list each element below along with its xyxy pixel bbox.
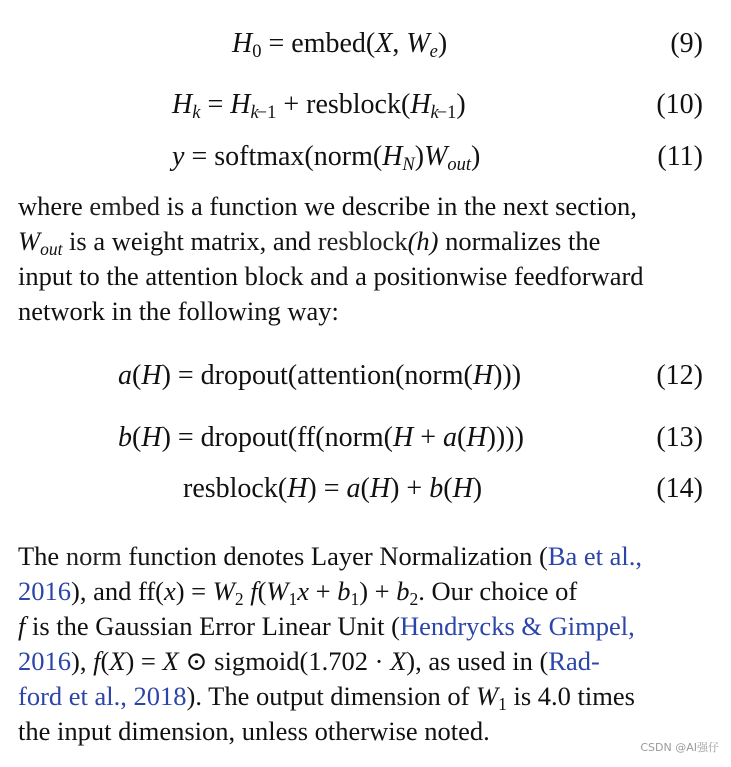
equation-number: (11): [657, 141, 703, 172]
citation-link-ba[interactable]: Ba et al.,: [547, 541, 643, 571]
equation-14-expression: resblock(H) = a(H) + b(H): [183, 473, 483, 504]
equation-10-expression: $H_k = H_{k-1}$ + $resblock(H_{k-1})$: [172, 89, 466, 123]
equation-9: [0, 24, 731, 64]
citation-link-radford[interactable]: Rad-: [548, 646, 600, 676]
equation-number: (13): [656, 422, 703, 453]
citation-link-ba-year[interactable]: 2016: [18, 576, 71, 606]
equation-number: (10): [656, 89, 703, 120]
citation-link-hendrycks-year[interactable]: 2016: [18, 646, 71, 676]
equation-11-expression: $y = softmax(norm(H_N)W_{out})$: [172, 141, 481, 175]
citation-link-radford-cont[interactable]: ford et al., 2018: [18, 681, 187, 711]
equation-13: [0, 418, 731, 458]
equation-number: (12): [656, 360, 703, 391]
equation-14: [0, 469, 731, 509]
watermark: CSDN @AI强仔: [640, 741, 719, 754]
equation-number: (14): [656, 473, 703, 504]
citation-link-hendrycks[interactable]: Hendrycks & Gimpel,: [399, 611, 635, 641]
equation-number: (9): [670, 28, 703, 59]
equation-12-expression: a(H) = dropout(attention(norm(H))): [118, 360, 522, 391]
equation-13-expression: b(H) = dropout(ff(norm(H + a(H)))): [118, 422, 524, 453]
equation-9-expression: $H_0$ = embed(X, $W_e$): [232, 28, 448, 62]
equation-12: [0, 356, 731, 396]
equation-11: [0, 137, 731, 177]
paragraph-1: where embed is a function we describe in the next section, $W_{out}$ is a weight matrix, and resblock(h) normalizes the input to the attention block and a positionwise feedforward network in the following way:: [18, 191, 644, 326]
paragraph-2: The norm function denotes Layer Normalization (Ba et al., 2016), and $ff(x) = W_2$ $f(W_1x + b_1) + b_2$. Our choice of f is the Gaussian Error Linear Unit (Hendrycks & Gimpel, 2016), f(X) = X ⊙ sigmoid(1.702 · X), as used in (Rad- ford et al., 2018). The output dimension of $W_1$ is 4.0 times the input dimension, unless otherwise noted.: [18, 541, 643, 746]
equation-10: [0, 85, 731, 125]
